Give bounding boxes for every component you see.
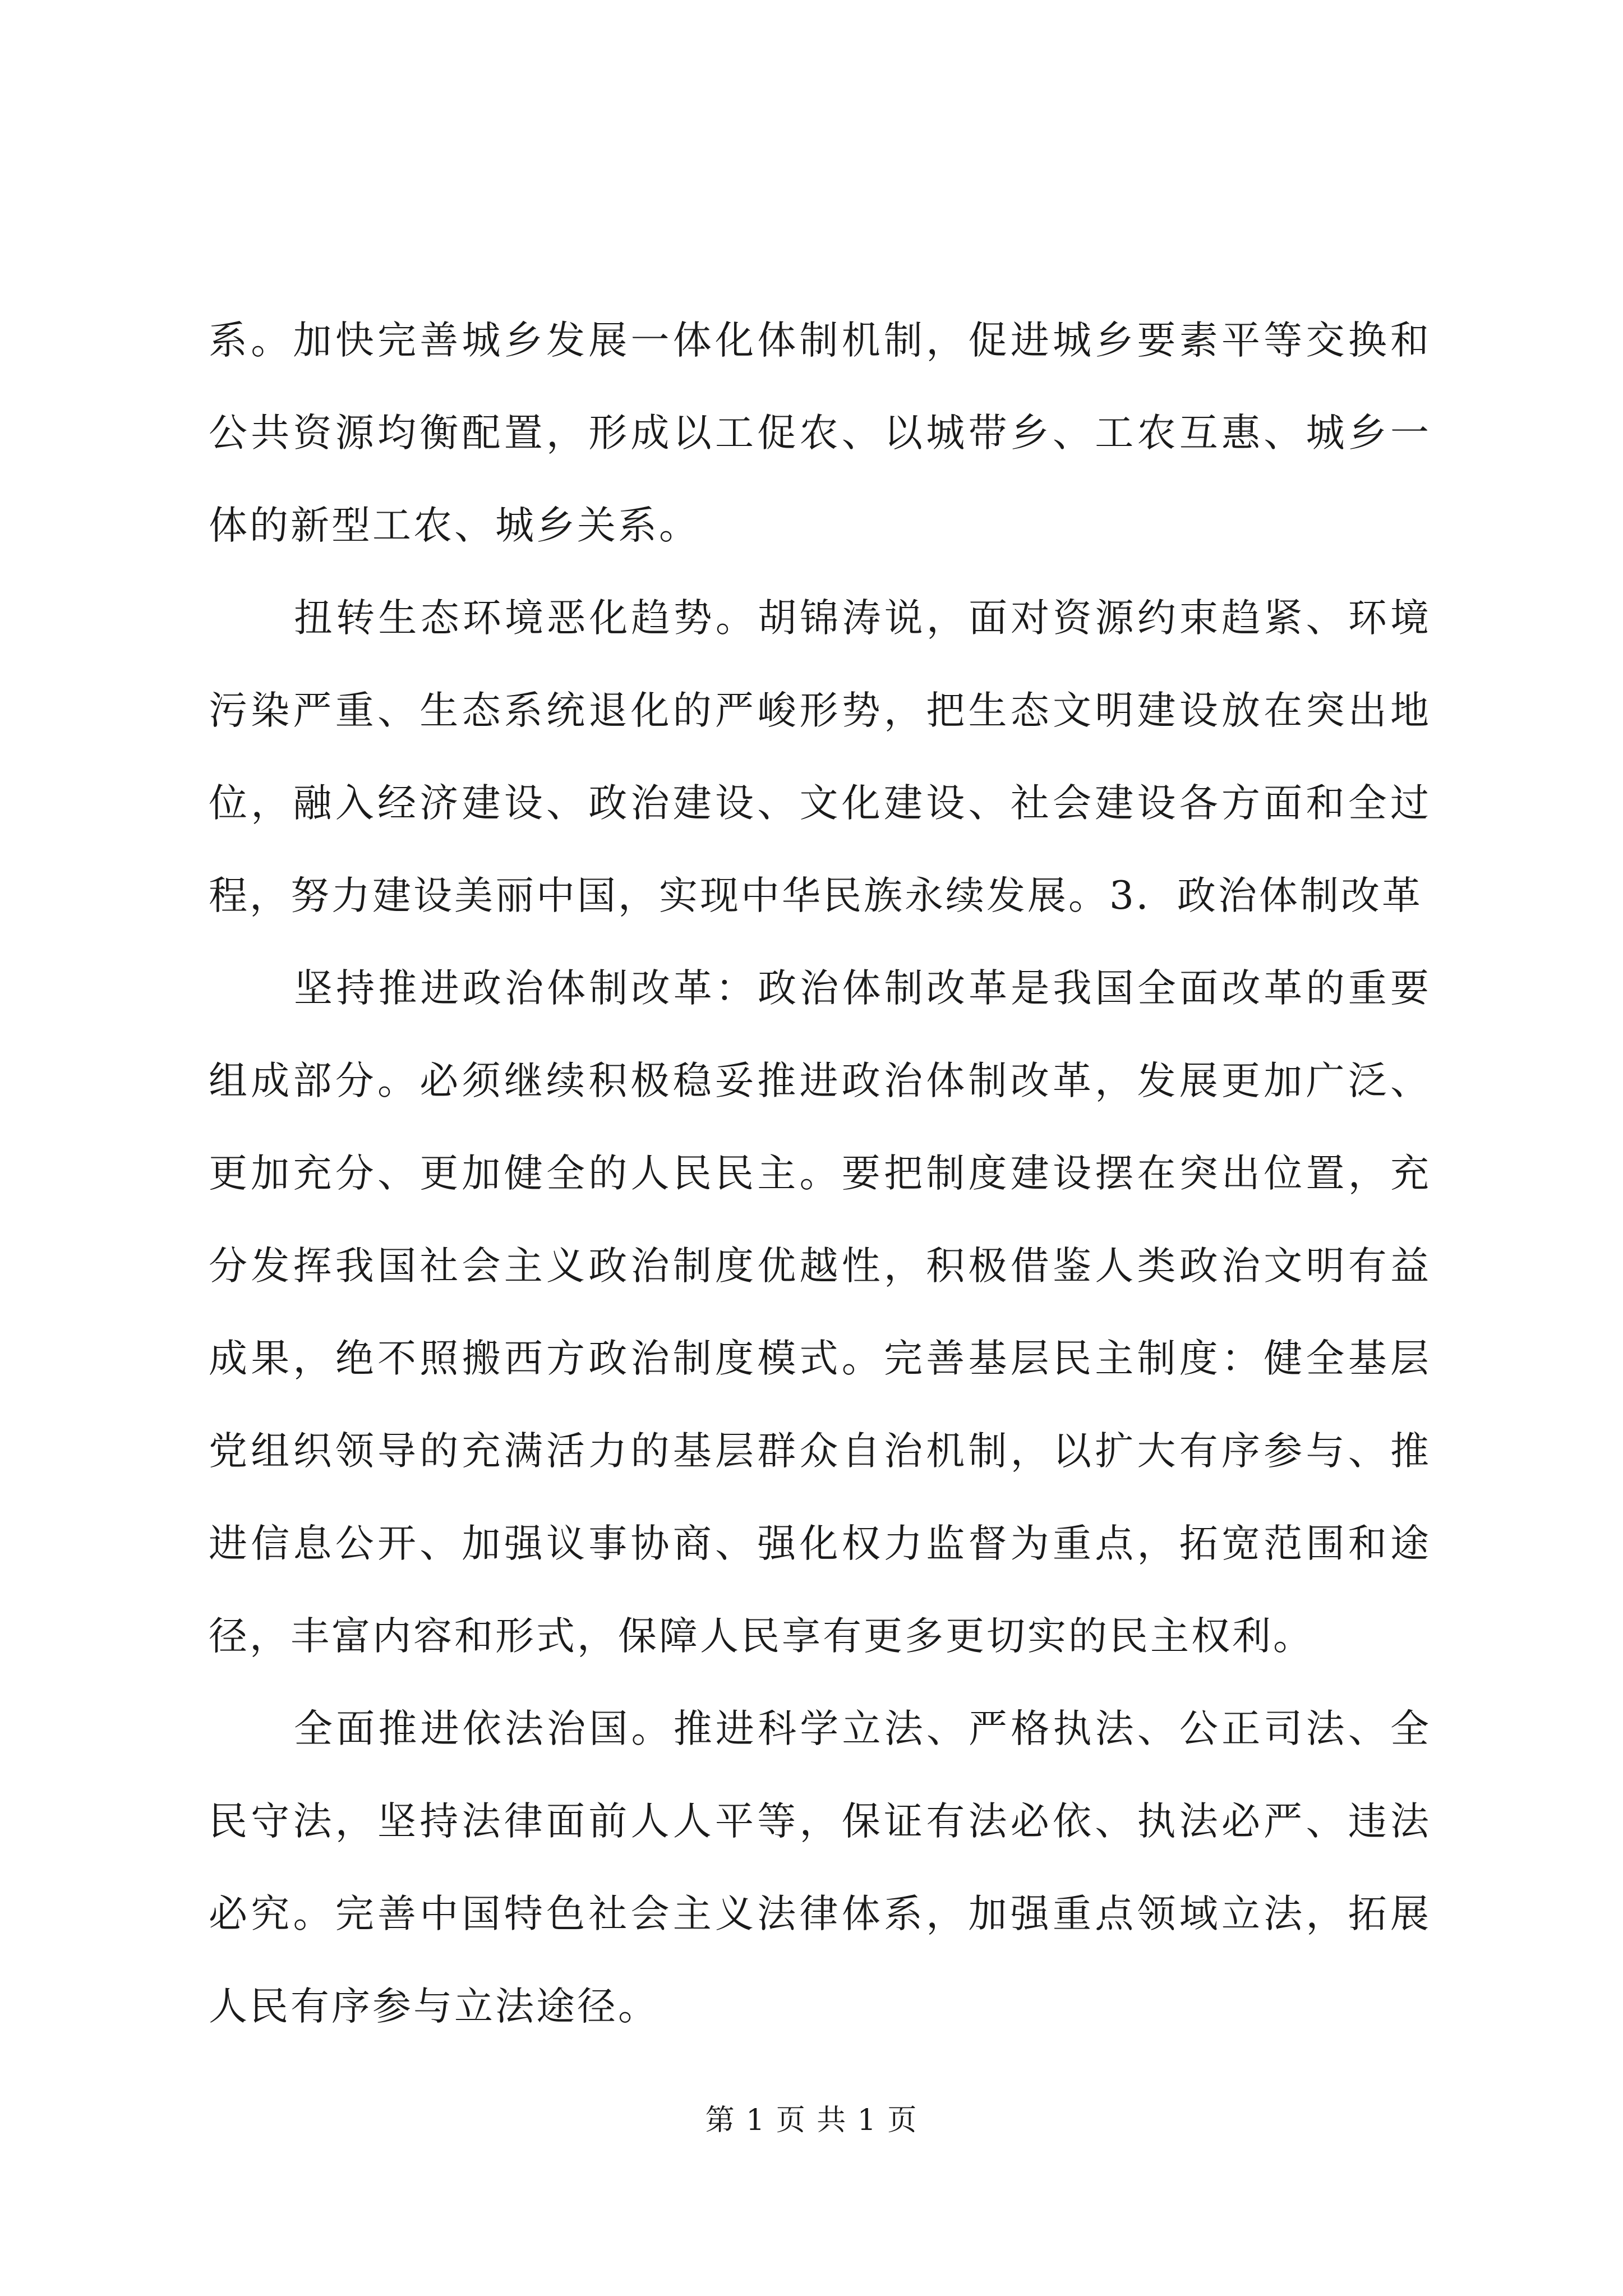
paragraph-1: 系。加快完善城乡发展一体化体制机制，促进城乡要素平等交换和公共资源均衡配置，形成以工促农、以城带乡、工农互惠、城乡一体的新型工农、城乡关系。 <box>209 318 1431 548</box>
paragraph-2: 扭转生态环境恶化趋势。胡锦涛说，面对资源约束趋紧、环境污染严重、生态系统退化的严峻形势，把生态文明建设放在突出地位，融入经济建设、政治建设、文化建设、社会建设各方面和全过程，努力建设美丽中国，实现中华民族永续发展。3．政治体制改革 <box>209 596 1431 918</box>
paragraph-4: 全面推进依法治国。推进科学立法、严格执法、公正司法、全民守法，坚持法律面前人人平等，保证有法必依、执法必严、违法必究。完善中国特色社会主义法律体系，加强重点领域立法，拓展人民有序参与立法途径。 <box>209 1706 1431 2029</box>
paragraph-3: 坚持推进政治体制改革：政治体制改革是我国全面改革的重要组成部分。必须继续积极稳妥推进政治体制改革，发展更加广泛、更加充分、更加健全的人民民主。要把制度建设摆在突出位置，充分发挥我国社会主义政治制度优越性，积极借鉴人类政治文明有益成果，绝不照搬西方政治制度模式。完善基层民主制度：健全基层党组织领导的充满活力的基层群众自治机制，以扩大有序参与、推进信息公开、加强议事协商、强化权力监督为重点，拓宽范围和途径，丰富内容和形式，保障人民享有更多更切实的民主权利。 <box>209 966 1431 1659</box>
document-body <box>209 295 1431 2053</box>
page-footer: 第 1 页 共 1 页 <box>705 2104 918 2137</box>
